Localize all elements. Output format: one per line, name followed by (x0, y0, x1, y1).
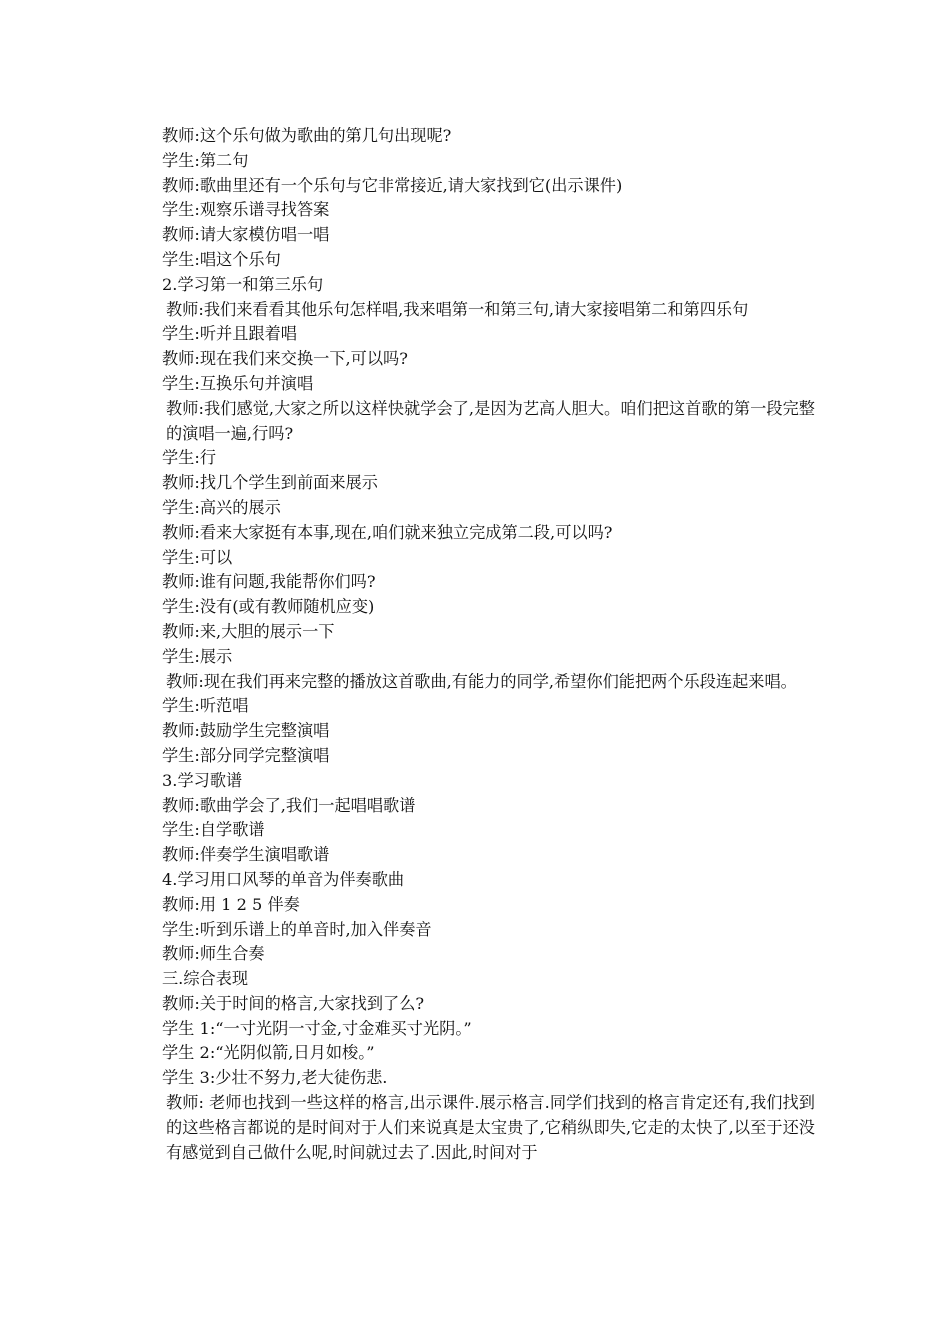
document-body (145, 124, 815, 1165)
text-line: 学生:行 (162, 448, 217, 468)
text-line: 教师:歌曲里还有一个乐句与它非常接近,请大家找到它(出示课件) (162, 175, 623, 195)
text-line: 2.学习第一和第三乐句 (162, 274, 324, 294)
text-line: 4.学习用口风琴的单音为伴奏歌曲 (162, 869, 405, 889)
text-line: 教师:找几个学生到前面来展示 (162, 473, 378, 493)
text-line: 教师:这个乐句做为歌曲的第几句出现呢? (162, 126, 452, 145)
text-line: 教师:我们感觉,大家之所以这样快就学会了,是因为艺高人胆大。咱们把这首歌的第一段完整的演唱一遍,行吗? (166, 398, 815, 443)
text-line: 教师:现在我们再来完整的播放这首歌曲,有能力的同学,希望你们能把两个乐段连起来唱。 (166, 671, 797, 691)
text-line: 教师:现在我们来交换一下,可以吗? (162, 349, 408, 369)
text-line: 教师:请大家模仿唱一唱 (162, 225, 330, 245)
text-line: 教师:师生合奏 (162, 944, 265, 964)
text-line: 学生:没有(或有教师随机应变) (162, 597, 375, 617)
text-line: 学生:听并且跟着唱 (162, 324, 297, 344)
text-line: 学生:第二句 (162, 150, 249, 170)
text-line: 教师:伴奏学生演唱歌谱 (162, 845, 330, 865)
text-line: 3.学习歌谱 (162, 770, 243, 790)
text-line: 学生:可以 (162, 547, 233, 567)
text-line: 学生:自学歌谱 (162, 820, 265, 840)
text-line: 教师:来,大胆的展示一下 (162, 621, 335, 641)
text-line: 学生 2:“光阴似箭,日月如梭。” (162, 1043, 375, 1063)
text-line: 学生:唱这个乐句 (162, 249, 281, 269)
text-line: 学生:观察乐谱寻找答案 (162, 200, 330, 220)
text-line: 教师:看来大家挺有本事,现在,咱们就来独立完成第二段,可以吗? (162, 522, 613, 542)
text-line: 教师:鼓励学生完整演唱 (162, 721, 330, 741)
text-line: 教师:谁有问题,我能帮你们吗? (162, 572, 376, 592)
text-line: 学生 3:少壮不努力,老大徒伤悲. (162, 1068, 388, 1088)
text-line: 教师:歌曲学会了,我们一起唱唱歌谱 (162, 795, 416, 815)
text-line: 教师: 老师也找到一些这样的格言,出示课件.展示格言.同学们找到的格言肯定还有,我们找到的这些格言都说的是时间对于人们来说真是太宝贵了,它稍纵即失,它走的太快了,以至于还没有感觉到自己做什么呢,时间就过去了.因此,时间对于 (166, 1093, 815, 1162)
text-line: 学生:互换乐句并演唱 (162, 373, 314, 393)
text-line: 教师:我们来看看其他乐句怎样唱,我来唱第一和第三句,请大家接唱第二和第四乐句 (166, 299, 749, 319)
text-line: 教师:用 1 2 5 伴奏 (162, 894, 300, 914)
text-line: 学生:高兴的展示 (162, 497, 281, 517)
text-line: 学生:听范唱 (162, 696, 249, 716)
text-line: 学生 1:“一寸光阴一寸金,寸金难买寸光阴。” (162, 1018, 472, 1038)
text-line: 学生:部分同学完整演唱 (162, 745, 330, 765)
text-line: 学生:听到乐谱上的单音时,加入伴奏音 (162, 919, 432, 939)
text-line: 学生:展示 (162, 646, 233, 666)
document-page (145, 124, 815, 1165)
text-line: 三.综合表现 (162, 969, 249, 989)
text-line: 教师:关于时间的格言,大家找到了么? (162, 993, 425, 1013)
